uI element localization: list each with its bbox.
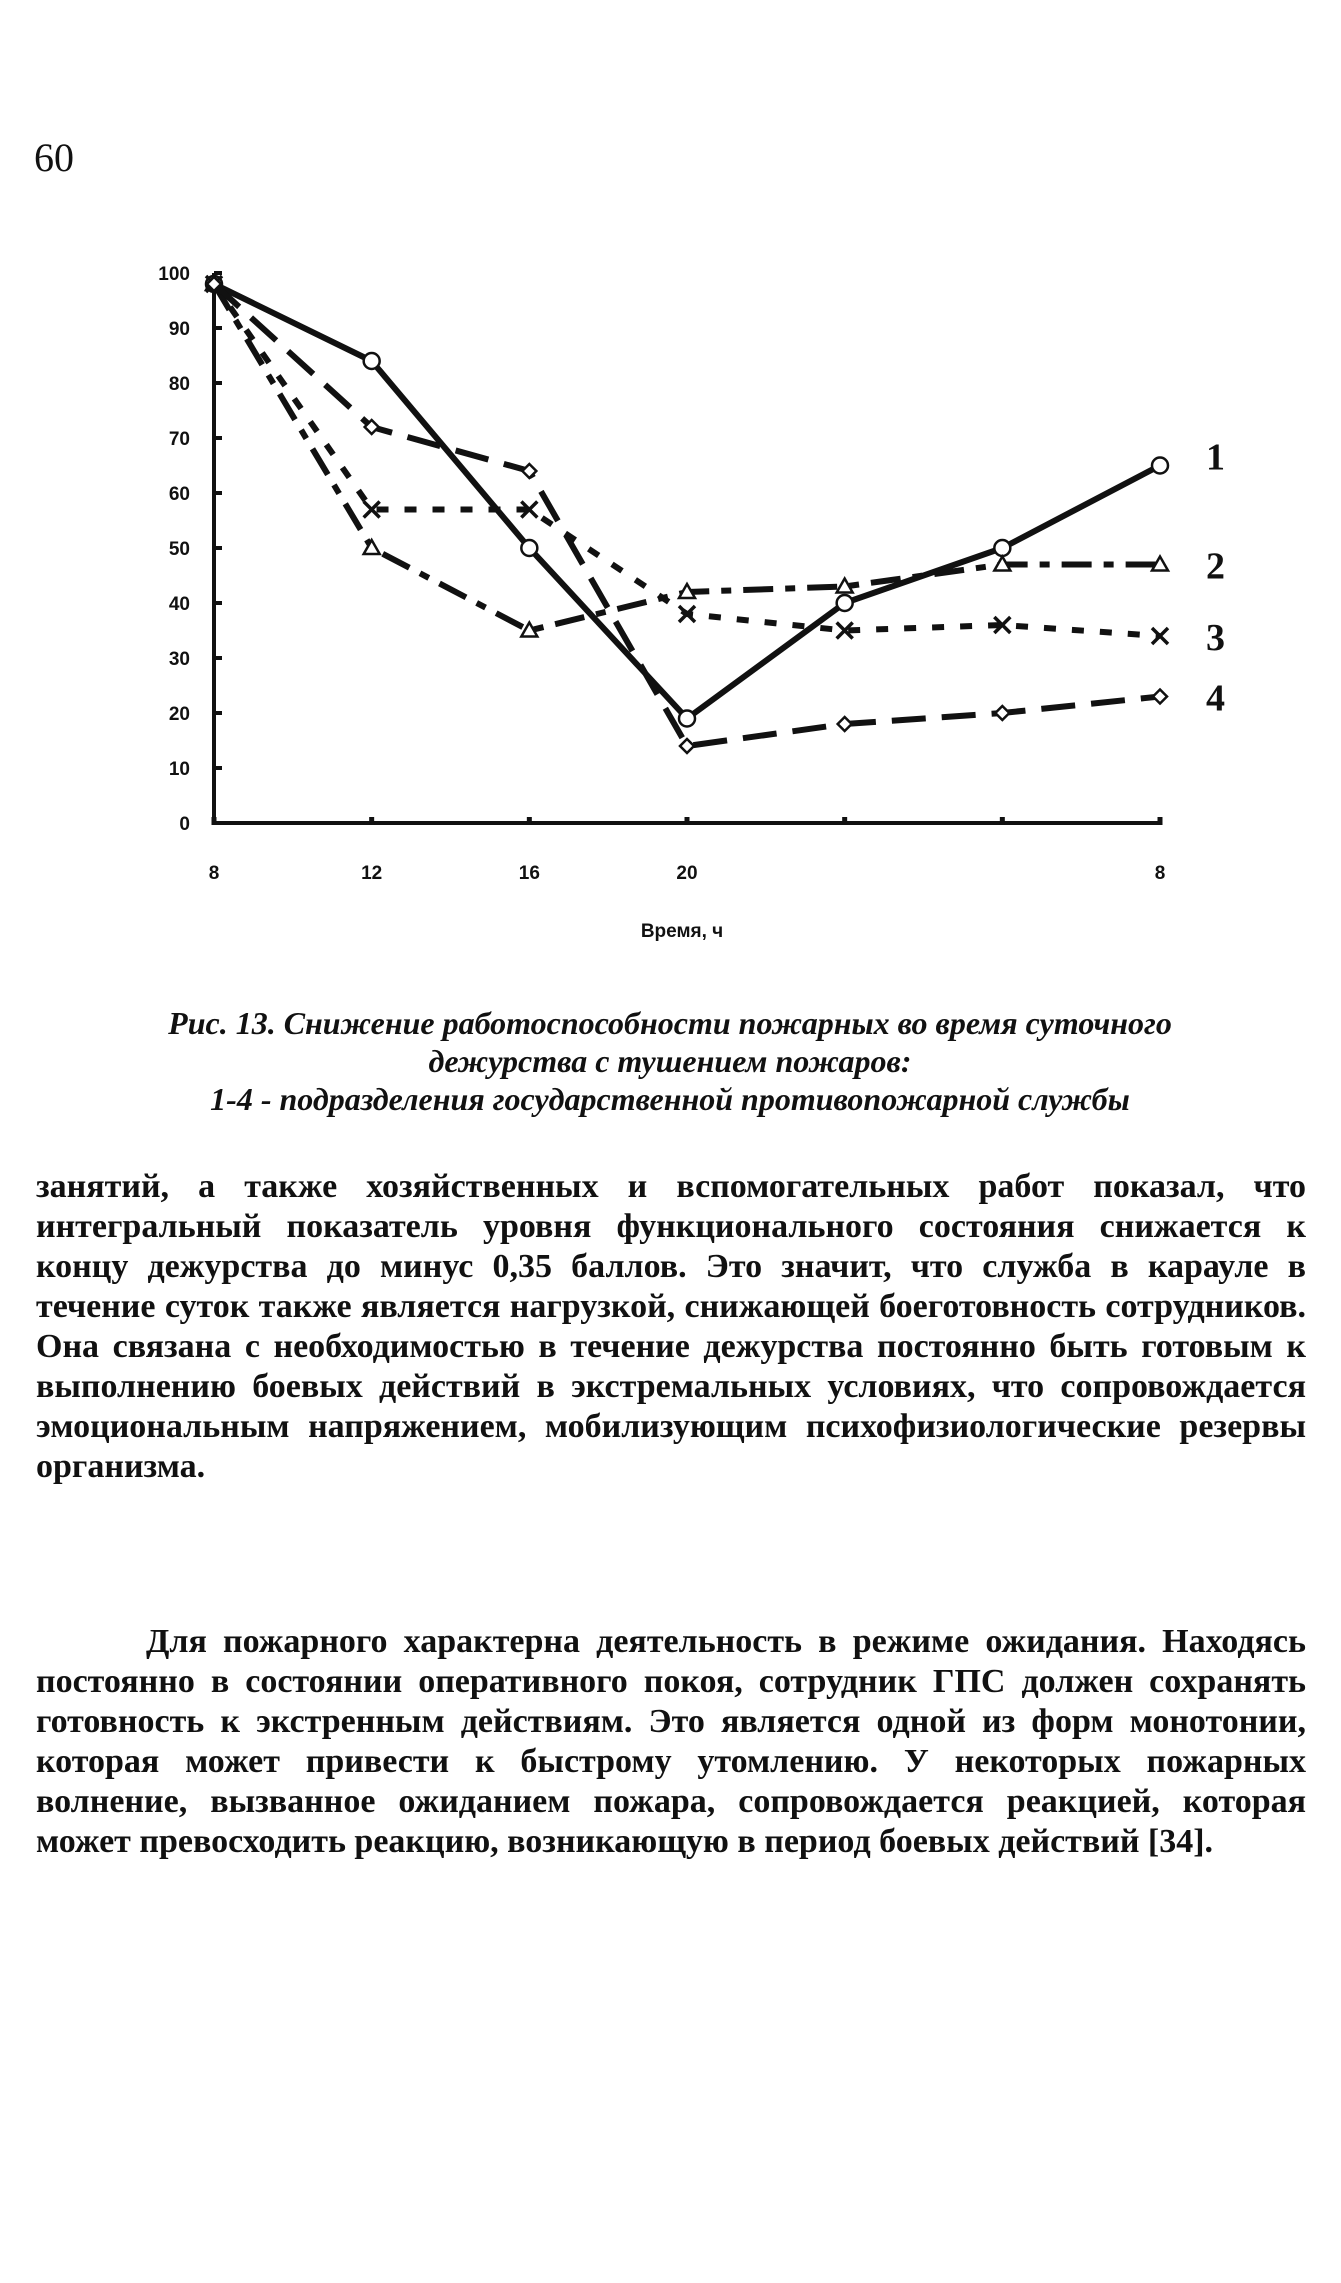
y-tick-label: 100 <box>158 264 190 285</box>
series-4-point <box>680 739 694 753</box>
x-axis <box>209 817 1166 884</box>
series-1-label: 1 <box>1206 436 1225 479</box>
x-tick-label: 8 <box>208 863 220 884</box>
series-1-point <box>364 353 380 369</box>
series-2-label: 2 <box>1206 545 1225 588</box>
y-tick-label: 0 <box>179 814 190 835</box>
series-1-point <box>837 595 853 611</box>
figure-caption <box>40 1004 1300 1118</box>
paragraph-1-text: занятий, а также хозяйственных и вспомогательных работ показал, что интегральный показатель уровня функционального состояния снижается к концу дежурства до минус 0,35 баллов. Это значит, что служба в карауле в течение суток также является нагрузкой, снижающей боеготовность сотрудников. Она связана с необходимостью в течение дежурства постоянно быть готовым к выполнению боевых действий в экстремальных условиях, что сопровождается эмоциональным напряжением, мобилизующим психофизиологические резервы организма. <box>36 1168 1306 1485</box>
y-tick-label: 70 <box>168 429 190 450</box>
paragraph-1 <box>36 1167 1306 1487</box>
x-axis-title: Время, ч <box>640 921 724 942</box>
y-tick-label: 10 <box>168 759 190 780</box>
paragraph-2 <box>36 1622 1306 1862</box>
series-1-point <box>679 711 695 727</box>
series-1 <box>206 276 1168 727</box>
x-tick-label: 16 <box>518 863 540 884</box>
x-tick-label: 12 <box>361 863 383 884</box>
series-1-point <box>521 540 537 556</box>
series-4-point <box>1153 690 1167 704</box>
y-tick-label: 40 <box>168 594 190 615</box>
series-1-line <box>214 284 1160 719</box>
caption-line-2: дежурства с тушением пожаров: <box>428 1043 912 1079</box>
series-2 <box>206 276 1168 637</box>
y-tick-label: 50 <box>168 539 190 560</box>
line-chart <box>110 250 1270 970</box>
y-axis <box>158 264 222 835</box>
y-tick-label: 60 <box>168 484 190 505</box>
series-4-point <box>838 717 852 731</box>
series-3-label: 3 <box>1206 617 1225 659</box>
paragraph-2-text: Для пожарного характерна деятельность в режиме ожидания. Находясь постоянно в состоянии оперативного покоя, сотрудник ГПС должен сохранять готовность к экстренным действиям. Это является одной из форм монотонии, которая может привести к быстрому утомлению. У некоторых пожарных волнение, вызванное ожиданием пожара, сопровождается реакцией, которая может превосходить реакцию, возникающую в период боевых действий [34]. <box>36 1623 1306 1860</box>
y-tick-label: 90 <box>168 319 190 340</box>
y-tick-label: 20 <box>168 704 190 725</box>
caption-line-1: Рис. 13. Снижение работоспособности пожарных во время суточного <box>168 1005 1172 1041</box>
series-4-point <box>995 706 1009 720</box>
y-tick-label: 30 <box>168 649 190 670</box>
series-1-point <box>994 540 1010 556</box>
x-tick-label: 20 <box>676 863 698 884</box>
series-1-point <box>1152 458 1168 474</box>
series-4-label: 4 <box>1206 677 1225 720</box>
page-number: 60 <box>34 135 74 180</box>
caption-line-3: 1-4 - подразделения государственной противопожарной службы <box>210 1081 1130 1117</box>
series-labels <box>1206 437 1225 720</box>
series-3-point <box>1152 628 1168 644</box>
x-tick-label: 8 <box>1154 863 1166 884</box>
series-lines <box>206 276 1168 753</box>
y-tick-label: 80 <box>168 374 190 395</box>
series-2-line <box>214 284 1160 631</box>
